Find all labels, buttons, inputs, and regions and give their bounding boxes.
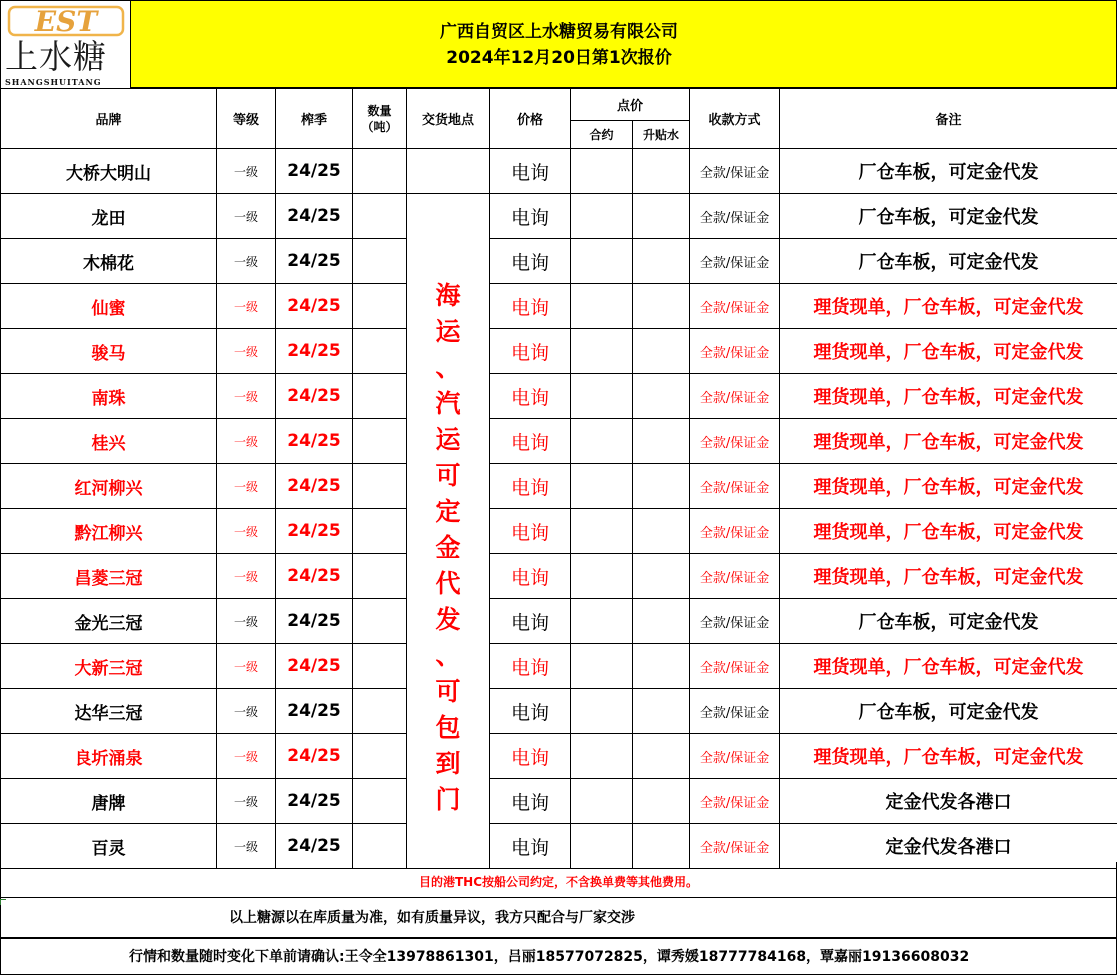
brand-cell: 达华三冠 (1, 689, 217, 734)
note-cell: 厂仓车板，可定金代发 (780, 689, 1117, 734)
location-note-char: 汽 (435, 389, 461, 418)
grade-cell: 一级 (217, 734, 276, 779)
contract-cell (571, 644, 633, 689)
table-row (1, 689, 1117, 734)
brand-cell: 红河柳兴 (1, 464, 217, 509)
table-row (1, 779, 1117, 824)
payment-cell: 全款/保证金 (690, 554, 780, 599)
note-cell: 厂仓车板，可定金代发 (780, 194, 1117, 239)
grade-cell: 一级 (217, 599, 276, 644)
table-row (1, 284, 1117, 329)
payment-cell: 全款/保证金 (690, 149, 780, 194)
location-note-char: 金 (435, 533, 461, 562)
brand-cell: 仙蜜 (1, 284, 217, 329)
premium-cell (633, 464, 690, 509)
premium-cell (633, 149, 690, 194)
quantity-cell (353, 509, 407, 554)
location-note-char: 发 (435, 605, 461, 634)
price-cell: 电询 (490, 284, 571, 329)
season-cell: 24/25 (276, 779, 353, 824)
quantity-cell (353, 194, 407, 239)
price-cell: 电询 (490, 329, 571, 374)
season-cell: 24/25 (276, 599, 353, 644)
company-name: 广西自贸区上水糖贸易有限公司 (440, 22, 678, 42)
cell-comment-marker-icon (0, 899, 6, 905)
premium-cell (633, 779, 690, 824)
season-cell: 24/25 (276, 374, 353, 419)
price-cell: 电询 (490, 689, 571, 734)
location-note-char: 可 (435, 461, 461, 490)
payment-cell: 全款/保证金 (690, 329, 780, 374)
price-cell: 电询 (490, 194, 571, 239)
table-row (1, 509, 1117, 554)
premium-cell (633, 239, 690, 284)
quantity-cell (353, 734, 407, 779)
note-cell: 理货现单，厂仓车板，可定金代发 (780, 464, 1117, 509)
price-cell: 电询 (490, 554, 571, 599)
quantity-cell (353, 599, 407, 644)
est-logo-mark-icon (7, 3, 125, 39)
contract-cell (571, 734, 633, 779)
season-cell: 24/25 (276, 239, 353, 284)
contract-cell (571, 284, 633, 329)
note-cell: 理货现单，厂仓车板，可定金代发 (780, 329, 1117, 374)
location-note-char: 、 (435, 641, 461, 670)
price-cell: 电询 (490, 374, 571, 419)
col-header-contract: 合约 (571, 121, 633, 149)
premium-cell (633, 554, 690, 599)
contract-cell (571, 149, 633, 194)
contract-cell (571, 464, 633, 509)
grade-cell: 一级 (217, 824, 276, 869)
location-note-char: 运 (435, 425, 461, 454)
brand-cell: 桂兴 (1, 419, 217, 464)
note-cell: 理货现单，厂仓车板，可定金代发 (780, 374, 1117, 419)
note-cell: 理货现单，厂仓车板，可定金代发 (780, 644, 1117, 689)
price-cell: 电询 (490, 419, 571, 464)
grade-cell: 一级 (217, 464, 276, 509)
payment-cell: 全款/保证金 (690, 689, 780, 734)
col-header-quantity: 数量（吨） (353, 89, 407, 149)
table-row (1, 419, 1117, 464)
premium-cell (633, 599, 690, 644)
brand-cell: 黔江柳兴 (1, 509, 217, 554)
contact-note: 行情和数量随时变化下单前请确认:王令全13978861301，吕丽18577072825，谭秀媛18777784168，覃嘉丽19136608032 (129, 949, 970, 965)
payment-cell: 全款/保证金 (690, 239, 780, 284)
brand-cell: 唐牌 (1, 779, 217, 824)
payment-cell: 全款/保证金 (690, 194, 780, 239)
grade-cell: 一级 (217, 149, 276, 194)
payment-cell: 全款/保证金 (690, 734, 780, 779)
quantity-cell (353, 239, 407, 284)
premium-cell (633, 734, 690, 779)
payment-cell: 全款/保证金 (690, 419, 780, 464)
col-header-grade: 等级 (217, 89, 276, 149)
note-cell: 理货现单，厂仓车板，可定金代发 (780, 734, 1117, 779)
location-note-char: 定 (435, 497, 461, 526)
contract-cell (571, 509, 633, 554)
price-cell: 电询 (490, 149, 571, 194)
grade-cell: 一级 (217, 239, 276, 284)
season-cell: 24/25 (276, 464, 353, 509)
table-row (1, 239, 1117, 284)
premium-cell (633, 284, 690, 329)
quantity-cell (353, 374, 407, 419)
grade-cell: 一级 (217, 509, 276, 554)
price-cell: 电询 (490, 734, 571, 779)
note-cell: 厂仓车板，可定金代发 (780, 149, 1117, 194)
location-note-char: 可 (435, 677, 461, 706)
season-cell: 24/25 (276, 284, 353, 329)
quality-note-row (0, 898, 1117, 938)
price-cell: 电询 (490, 824, 571, 869)
price-table (0, 88, 1117, 869)
premium-cell (633, 374, 690, 419)
premium-cell (633, 329, 690, 374)
quantity-cell (353, 149, 407, 194)
payment-cell: 全款/保证金 (690, 374, 780, 419)
quantity-cell (353, 284, 407, 329)
payment-cell: 全款/保证金 (690, 599, 780, 644)
contract-cell (571, 554, 633, 599)
quantity-cell (353, 554, 407, 599)
price-cell: 电询 (490, 464, 571, 509)
svg-text:EST: EST (34, 5, 98, 38)
brand-cell: 金光三冠 (1, 599, 217, 644)
contract-cell (571, 779, 633, 824)
season-cell: 24/25 (276, 644, 353, 689)
table-row (1, 374, 1117, 419)
contract-cell (571, 194, 633, 239)
brand-cell: 昌菱三冠 (1, 554, 217, 599)
grade-cell: 一级 (217, 284, 276, 329)
brand-cell: 良圻涌泉 (1, 734, 217, 779)
table-row (1, 599, 1117, 644)
premium-cell (633, 644, 690, 689)
table-row (1, 149, 1117, 194)
location-note-char: 海 (435, 281, 461, 310)
grade-cell: 一级 (217, 689, 276, 734)
note-cell: 厂仓车板，可定金代发 (780, 599, 1117, 644)
premium-cell (633, 419, 690, 464)
grade-cell: 一级 (217, 329, 276, 374)
quantity-cell (353, 779, 407, 824)
location-note-char: 代 (435, 569, 461, 598)
payment-cell: 全款/保证金 (690, 644, 780, 689)
note-cell: 理货现单，厂仓车板，可定金代发 (780, 419, 1117, 464)
col-header-note: 备注 (780, 89, 1117, 149)
note-cell: 厂仓车板，可定金代发 (780, 239, 1117, 284)
logo-english-name: SHANGSHUITANG (5, 77, 102, 87)
season-cell: 24/25 (276, 734, 353, 779)
location-note-char: 运 (435, 317, 461, 346)
note-cell: 理货现单，厂仓车板，可定金代发 (780, 284, 1117, 329)
contact-note-row (0, 938, 1117, 975)
quote-date: 2024年12月20日第1次报价 (446, 48, 672, 68)
sheet-header (0, 0, 1117, 88)
payment-cell: 全款/保证金 (690, 509, 780, 554)
payment-cell: 全款/保证金 (690, 284, 780, 329)
brand-cell: 大桥大明山 (1, 149, 217, 194)
season-cell: 24/25 (276, 824, 353, 869)
location-note-char: 、 (435, 353, 461, 382)
premium-cell (633, 194, 690, 239)
price-cell: 电询 (490, 779, 571, 824)
quantity-cell (353, 644, 407, 689)
thc-note: 目的港THC按船公司约定，不含换单费等其他费用。 (0, 862, 1117, 898)
grade-cell: 一级 (217, 419, 276, 464)
quantity-cell (353, 464, 407, 509)
table-row (1, 464, 1117, 509)
season-cell: 24/25 (276, 419, 353, 464)
company-logo (1, 1, 131, 89)
contract-cell (571, 329, 633, 374)
quantity-cell (353, 329, 407, 374)
season-cell: 24/25 (276, 509, 353, 554)
season-cell: 24/25 (276, 149, 353, 194)
col-header-location: 交货地点 (407, 89, 490, 149)
brand-cell: 南珠 (1, 374, 217, 419)
grade-cell: 一级 (217, 194, 276, 239)
brand-cell: 骏马 (1, 329, 217, 374)
price-cell: 电询 (490, 239, 571, 284)
grade-cell: 一级 (217, 554, 276, 599)
quantity-cell (353, 689, 407, 734)
note-cell: 理货现单，厂仓车板，可定金代发 (780, 509, 1117, 554)
premium-cell (633, 689, 690, 734)
brand-cell: 大新三冠 (1, 644, 217, 689)
location-note-char: 到 (435, 749, 461, 778)
brand-cell: 木棉花 (1, 239, 217, 284)
col-header-payment: 收款方式 (690, 89, 780, 149)
location-cell-shipping-note (407, 194, 490, 869)
brand-cell: 龙田 (1, 194, 217, 239)
col-header-brand: 品牌 (1, 89, 217, 149)
col-header-price: 价格 (490, 89, 571, 149)
contract-cell (571, 689, 633, 734)
premium-cell (633, 509, 690, 554)
season-cell: 24/25 (276, 329, 353, 374)
table-row (1, 734, 1117, 779)
contract-cell (571, 374, 633, 419)
grade-cell: 一级 (217, 644, 276, 689)
season-cell: 24/25 (276, 554, 353, 599)
table-row (1, 554, 1117, 599)
price-cell: 电询 (490, 509, 571, 554)
sheet-title (131, 19, 987, 71)
payment-cell: 全款/保证金 (690, 824, 780, 869)
note-cell: 定金代发各港口 (780, 824, 1117, 869)
price-cell: 电询 (490, 599, 571, 644)
note-cell: 理货现单，厂仓车板，可定金代发 (780, 554, 1117, 599)
grade-cell: 一级 (217, 779, 276, 824)
payment-cell: 全款/保证金 (690, 464, 780, 509)
location-note-char: 包 (435, 713, 461, 742)
contract-cell (571, 419, 633, 464)
location-cell (407, 149, 490, 194)
season-cell: 24/25 (276, 194, 353, 239)
contract-cell (571, 599, 633, 644)
col-header-premium: 升贴水 (633, 121, 690, 149)
table-row (1, 644, 1117, 689)
table-row (1, 194, 1117, 239)
season-cell: 24/25 (276, 689, 353, 734)
grade-cell: 一级 (217, 374, 276, 419)
price-cell: 电询 (490, 644, 571, 689)
location-note-char: 门 (435, 785, 461, 814)
contract-cell (571, 239, 633, 284)
quality-note: 以上糖源以在库质量为准，如有质量异议，我方只配合与厂家交涉 (229, 910, 635, 926)
brand-cell: 百灵 (1, 824, 217, 869)
col-header-season: 榨季 (276, 89, 353, 149)
col-header-points: 点价 (571, 89, 690, 121)
logo-chinese-name: 上水糖 (5, 37, 107, 76)
payment-cell: 全款/保证金 (690, 779, 780, 824)
note-cell: 定金代发各港口 (780, 779, 1117, 824)
quantity-cell (353, 419, 407, 464)
table-row (1, 329, 1117, 374)
